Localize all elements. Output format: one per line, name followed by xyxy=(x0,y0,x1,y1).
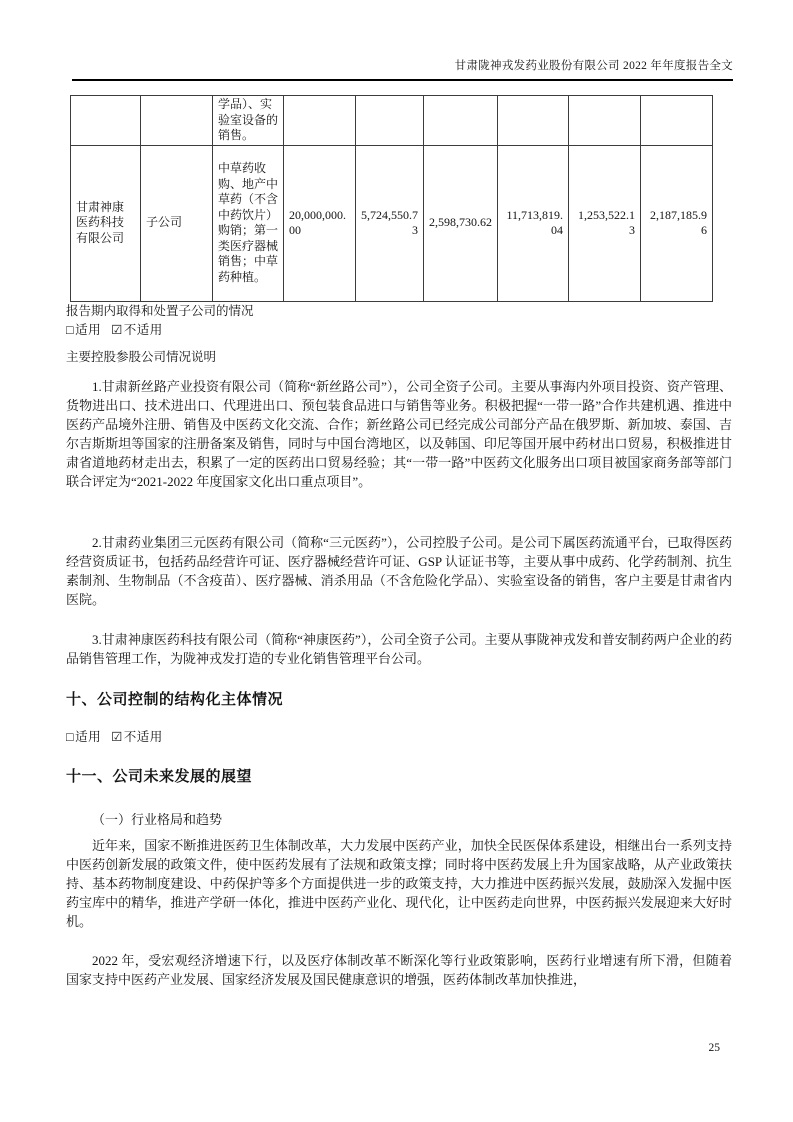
page-header xyxy=(72,57,733,81)
applicability-line-1 xyxy=(66,322,163,338)
checkbox-checked-icon: ☑ xyxy=(111,323,123,337)
paragraph-new-silkroad: 1.甘肃新丝路产业投资有限公司（简称“新丝路公司”），公司全资子公司。主要从事海内外项目投资、资产管理、货物进出口、技术进出口、代理进出口、预包装食品进口与销售等业务。积极把握“一带一路”合作共建机遇、推进中医药产品境外注册、销售及中医药文化交流、合作；新丝路公司已经完成公司部分产品在俄罗斯、新加坡、泰国、吉尔吉斯斯坦等国家的注册备案及销售，同时与中国台湾地区，以及韩国、印尼等国开展中药材出口贸易，积极推进甘肃省道地药材走出去，积累了一定的医药出口贸易经验；其“一带一路”中医药文化服务出口项目被国家商务部等部门联合评定为“2021-2022 年度国家文化出口重点项目”。 xyxy=(66,379,732,489)
checkbox-unchecked-icon: □ xyxy=(66,323,75,337)
cell-business-scope-tail: 学品）、实验室设备的销售。 xyxy=(213,96,284,146)
cell-company-name: 甘肃神康医药科技有限公司 xyxy=(71,145,141,301)
table-row-carryover xyxy=(71,96,713,146)
applicable-label: 适用 xyxy=(75,730,102,744)
cell-empty xyxy=(71,96,141,146)
cell-empty xyxy=(641,96,713,146)
not-applicable-label: 不适用 xyxy=(123,730,163,744)
page-number: 25 xyxy=(708,1042,720,1054)
cell-empty xyxy=(569,96,641,146)
applicable-label: 适用 xyxy=(75,323,102,337)
section-11-title: 十一、公司未来发展的展望 xyxy=(66,769,253,785)
holdings-note-title: 主要控股参股公司情况说明 xyxy=(66,350,217,364)
cell-empty xyxy=(141,96,213,146)
paragraph-shenkang: 3.甘肃神康医药科技有限公司（简称“神康医药”），公司全资子公司。主要从事陇神戎发和普安制药两户企业的药品销售管理工作，为陇神戎发打造的专业化销售管理平台公司。 xyxy=(66,632,732,666)
checkbox-checked-icon: ☑ xyxy=(111,730,123,744)
paragraph-sanyuan: 2.甘肃药业集团三元医药有限公司（简称“三元医药”），公司控股子公司。是公司下属医药流通平台，已取得医药经营资质证书，包括药品经营许可证、医疗器械经营许可证、GSP 认证证书等，主要从事中成药、化学药制剂、抗生素制剂、生物制品（不含疫苗）、医疗器械、消杀用品（不含危险化学品）、实验室设备的销售，客户主要是甘肃省内医院。 xyxy=(66,535,732,607)
cell-company-relation: 子公司 xyxy=(141,145,213,301)
cell-value-6: 2,187,185.96 xyxy=(641,145,713,301)
not-applicable-label: 不适用 xyxy=(123,323,163,337)
cell-empty xyxy=(284,96,356,146)
applicability-line-2 xyxy=(66,729,163,745)
cell-value-3: 2,598,730.62 xyxy=(424,145,498,301)
disposal-note-title: 报告期内取得和处置子公司的情况 xyxy=(66,304,254,318)
paragraph-industry-trend: 近年来，国家不断推进医药卫生体制改革，大力发展中医药产业，加快全民医保体系建设，相继出台一系列支持中医药创新发展的政策文件，使中医药发展有了法规和政策支撑；同时将中医药发展上升为国家战略，从产业政策扶持、基本药物制度建设、中药保护等多个方面提供进一步的政策支持，大力推进中医药振兴发展，鼓励深入发掘中医药宝库中的精华，推进产学研一体化，推进中医药产业化、现代化，让中医药走向世界，中医药振兴发展迎来大好时机。 xyxy=(66,838,732,929)
cell-empty xyxy=(356,96,424,146)
cell-empty xyxy=(424,96,498,146)
cell-business-scope: 中草药收购、地产中草药（不含中药饮片）购销；第一类医疗器械销售；中草药种植。 xyxy=(213,145,284,301)
cell-value-2: 5,724,550.73 xyxy=(356,145,424,301)
cell-value-5: 1,253,522.13 xyxy=(569,145,641,301)
section-10-title: 十、公司控制的结构化主体情况 xyxy=(66,692,284,708)
checkbox-unchecked-icon: □ xyxy=(66,730,75,744)
paragraph-2022-outlook: 2022 年，受宏观经济增速下行，以及医疗体制改革不断深化等行业政策影响，医药行业增速有所下滑，但随着国家支持中医药产业发展、国家经济发展及国民健康意识的增强，医药体制改革加快推进， xyxy=(66,953,732,987)
section-11-subtitle: （一）行业格局和趋势 xyxy=(92,812,223,827)
cell-value-1: 20,000,000.00 xyxy=(284,145,356,301)
report-title: 甘肃陇神戎发药业股份有限公司 2022 年年度报告全文 xyxy=(454,60,733,72)
cell-value-4: 11,713,819.04 xyxy=(498,145,569,301)
subsidiaries-table xyxy=(70,95,713,302)
cell-empty xyxy=(498,96,569,146)
table-row-subsidiary xyxy=(71,145,713,301)
